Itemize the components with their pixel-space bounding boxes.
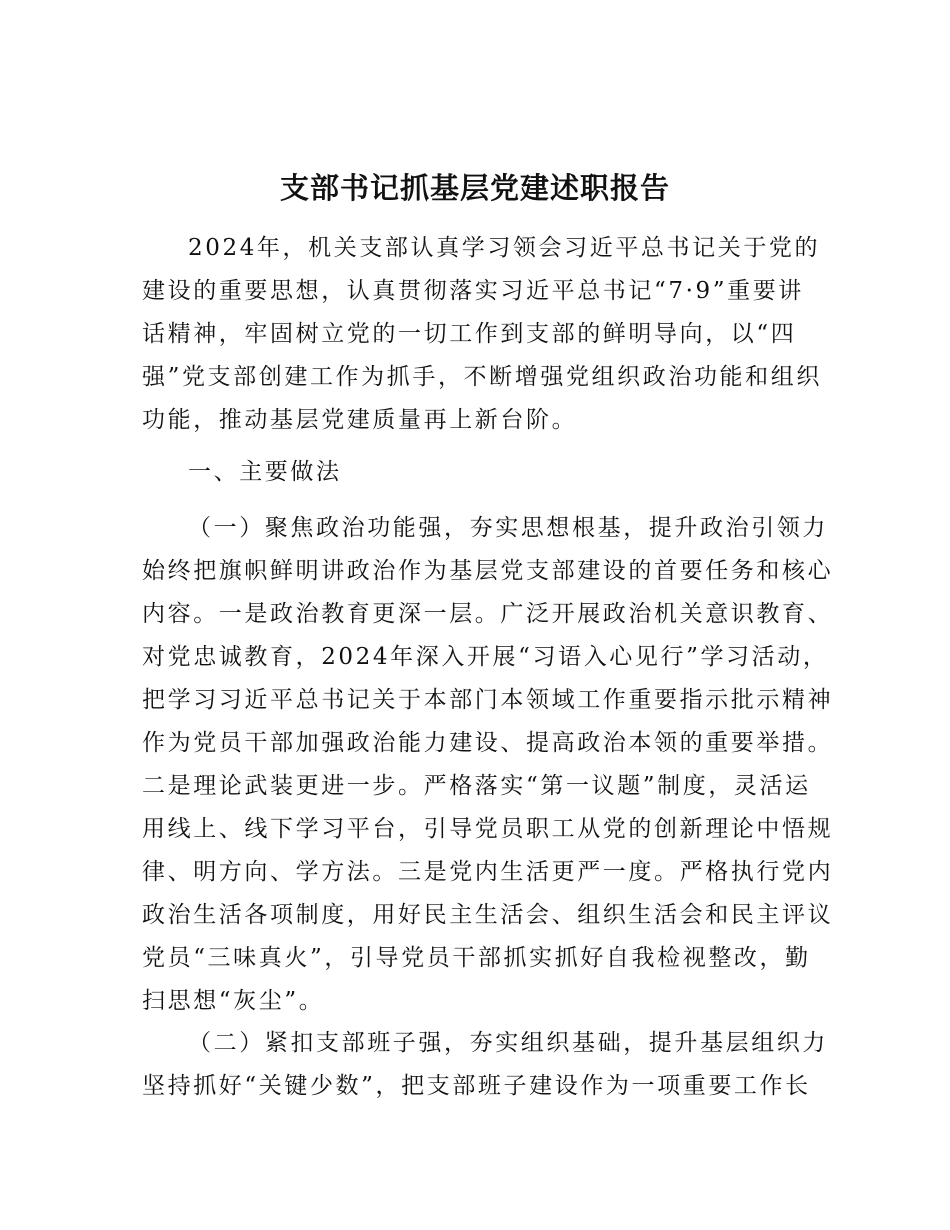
text-line: 话精神，牢固树立党的一切工作到支部的鲜明导向，以“四	[142, 321, 797, 347]
text-line: 功能，推动基层党建质量再上新台阶。	[142, 407, 578, 433]
subsection-1-heading: （一）聚焦政治功能强，夯实思想根基，提升政治引领力	[188, 515, 828, 541]
subsection-2-paragraph	[142, 1022, 828, 1108]
section-heading	[142, 451, 810, 494]
text-line: 用线上、线下学习平台，引导党员职工从党的创新理论中悟规	[142, 816, 834, 842]
text-line: 作为党员干部加强政治能力建设、提高政治本领的重要举措。	[142, 730, 834, 756]
text-line: 强”党支部创建工作为抓手，不断增强党组织政治功能和组织	[142, 364, 822, 390]
text-line: 内容。一是政治教育更深一层。广泛开展政治机关意识教育、	[142, 601, 834, 627]
text-line: 政治生活各项制度，用好民主生活会、组织生活会和民主评议	[142, 902, 834, 928]
text-line: 坚持抓好“关键少数”，把支部班子建设作为一项重要工作长	[142, 1073, 811, 1099]
subsection-1-paragraph	[142, 507, 834, 1023]
section-1-heading: 一、主要做法	[188, 459, 342, 485]
text-line: 2024年，机关支部认真学习领会习近平总书记关于党的	[188, 235, 821, 261]
text-line: 二是理论武装更进一步。严格落实“第一议题”制度，灵活运	[142, 773, 811, 799]
text-line: 始终把旗帜鲜明讲政治作为基层党支部建设的首要任务和核心	[142, 558, 834, 584]
text-line: 律、明方向、学方法。三是党内生活更严一度。严格执行党内	[142, 859, 834, 885]
text-line: 把学习习近平总书记关于本部门本领域工作重要指示批示精神	[142, 687, 834, 713]
text-line: 对党忠诚教育，2024年深入开展“习语入心见行”学习活动，	[142, 644, 829, 670]
text-line: 扫思想“灰尘”。	[142, 988, 325, 1014]
document-title: 支部书记抓基层党建述职报告	[279, 171, 670, 205]
text-line: 建设的重要思想，认真贯彻落实习近平总书记“7·9”重要讲	[142, 278, 804, 304]
subsection-2-heading: （二）紧扣支部班子强，夯实组织基础，提升基层组织力	[188, 1030, 828, 1056]
intro-paragraph	[142, 227, 822, 442]
text-line: 党员“三味真火”，引导党员干部抓实抓好自我检视整改，勤	[142, 945, 811, 971]
